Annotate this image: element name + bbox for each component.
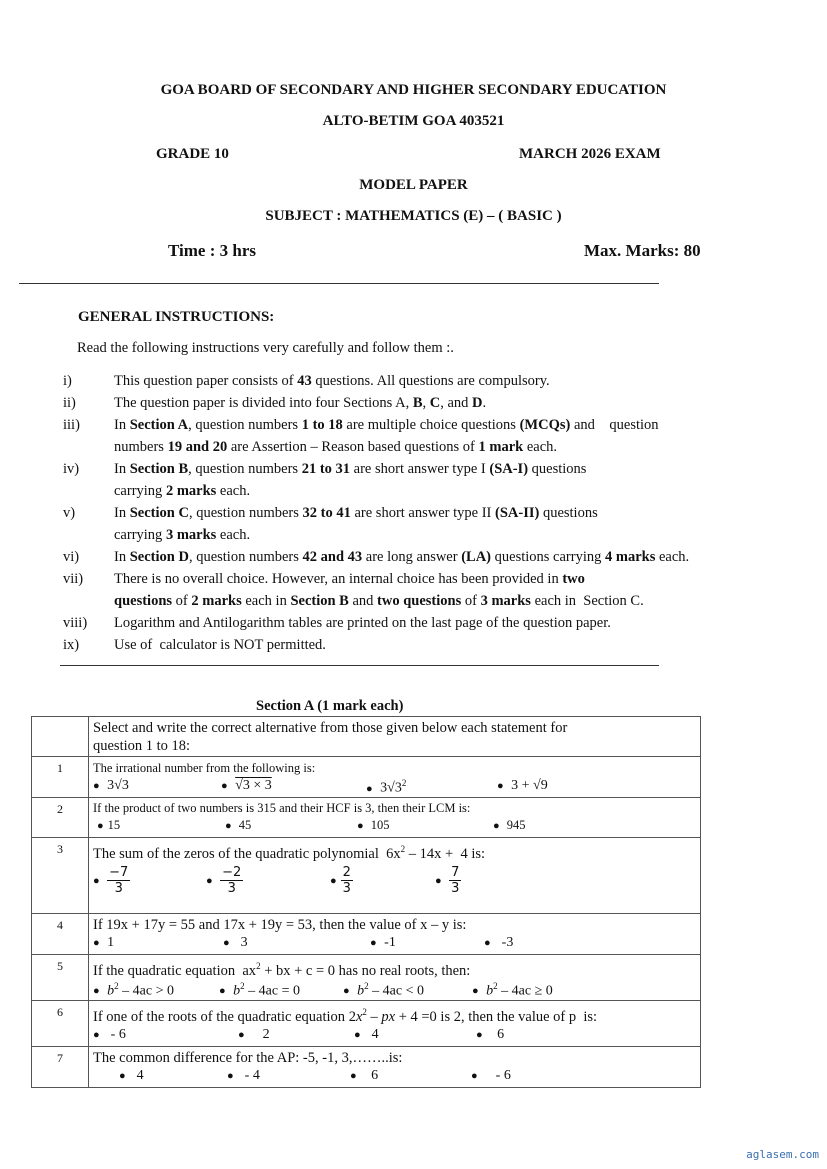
instruction-number: ii) [63, 395, 76, 411]
question-cell [89, 757, 701, 798]
table-row [32, 717, 701, 757]
instruction-number: iii) [63, 417, 80, 433]
question-cell [89, 914, 701, 955]
question-text: If the product of two numbers is 315 and their HCF is 3, then their LCM is: [93, 801, 471, 815]
instruction-number: v) [63, 505, 76, 521]
option: ● $\frac{7}{3}$ [435, 864, 460, 896]
instruction-text: The question paper is divided into four Sections A, B, C, and D. [114, 395, 487, 411]
question-number: 3 [32, 838, 89, 914]
question-text: The sum of the zeros of the quadratic polynomial $6x^2 - 14x + 4$ is: [93, 844, 486, 862]
option: ● - 6 [471, 1067, 511, 1083]
question-cell [89, 1000, 701, 1046]
grade: GRADE 10 [156, 146, 229, 162]
options [93, 1026, 696, 1046]
instruction-text: In Section C, question numbers 32 to 41 are short answer type II (SA-II) questions carrying 3 marks each. [114, 505, 598, 543]
instruction-text: This question paper consists of 43 questions. All questions are compulsory. [114, 373, 550, 389]
question-text: If one of the roots of the quadratic equation $2x^2$ – px + 4 =0 is 2, then the value of p is: [93, 1006, 598, 1025]
question-text: The common difference for the AP: -5, -1, 3,……..is: [93, 1049, 403, 1066]
subject: SUBJECT : MATHEMATICS (E) – ( BASIC ) [265, 208, 562, 224]
option-value: 1 [107, 935, 115, 950]
question-number: 6 [32, 1000, 89, 1046]
instruction-text: Logarithm and Antilogarithm tables are printed on the last page of the question paper. [114, 615, 611, 631]
instruction-number: vi) [63, 549, 80, 565]
option: ● 4 [119, 1067, 144, 1083]
option: ● - 6 [93, 1026, 126, 1042]
option: ● 45 [225, 818, 252, 832]
question-cell [89, 838, 701, 914]
option: ● 15 [97, 818, 121, 832]
instructions-heading: GENERAL INSTRUCTIONS: [78, 309, 275, 325]
table-row [32, 1000, 701, 1046]
options [93, 934, 696, 954]
option: ● $b^2 - 4ac < 0$ [343, 980, 424, 999]
options [93, 863, 696, 903]
option-value: 3 [240, 935, 248, 950]
question-cell [89, 1046, 701, 1087]
table-row [32, 838, 701, 914]
option: ● $\frac{-7}{3}$ [93, 864, 129, 896]
option: ● -1 [370, 935, 396, 950]
option-value: -3 [501, 935, 514, 950]
question-cell [89, 955, 701, 1001]
option-value: 105 [370, 818, 390, 832]
option: ● √3 × 3 [221, 778, 272, 793]
instruction-line: Select and write the correct alternative from those given below each statement for [93, 720, 568, 736]
option: ● 3 + √9 [497, 778, 548, 793]
paper-type: MODEL PAPER [359, 177, 468, 193]
option-value: - 4 [244, 1067, 260, 1083]
instruction-text: In Section A, question numbers 1 to 18 are multiple choice questions (MCQs) and question numbers 19 and 20 are Assertion – Reason based questions of 1 mark each. [114, 417, 659, 455]
option: ● $\frac{-2}{3}$ [206, 864, 242, 896]
question-text: The irrational number from the following is: [93, 761, 316, 775]
table-row [32, 955, 701, 1001]
instruction-number: ix) [63, 637, 80, 653]
question-number: 1 [32, 757, 89, 798]
option: ● 3√3 [93, 778, 129, 793]
question-text-start: If the quadratic equation [93, 962, 236, 979]
options [93, 777, 696, 797]
option-value: 15 [107, 818, 121, 832]
option-value: 945 [506, 818, 526, 832]
question-text: If 19x + 17y = 55 and 17x + 19y = 53, then the value of x – y is: [93, 917, 467, 933]
option-value: - 6 [495, 1067, 511, 1083]
question-cell [89, 798, 701, 838]
time-allowed: Time : 3 hrs [168, 241, 256, 260]
table-row [32, 1046, 701, 1087]
question-number: 5 [32, 955, 89, 1001]
option: ● 105 [357, 818, 390, 832]
table-row [32, 757, 701, 798]
question-number: 2 [32, 798, 89, 838]
option-value: 4 [136, 1067, 144, 1083]
instruction-text: There is no overall choice. However, an internal choice has been provided in two questions of 2 marks each in Section B and two questions of 3 marks each in Section C. [114, 571, 644, 609]
instructions-divider [60, 665, 659, 666]
board-name: GOA BOARD OF SECONDARY AND HIGHER SECONDARY EDUCATION [160, 82, 667, 98]
section-a-table [31, 716, 701, 1088]
option: ● -3 [484, 935, 514, 950]
header-divider [19, 283, 659, 284]
instructions-intro: Read the following instructions very carefully and follow them :. [77, 340, 454, 356]
option: ● $3√3^2$ [366, 778, 407, 796]
options [93, 1067, 696, 1087]
instruction-text: Use of calculator is NOT permitted. [114, 637, 326, 653]
option: ● 3 [223, 935, 248, 950]
site-watermark[interactable]: aglasem.com [746, 1148, 819, 1161]
option-value: 6 [371, 1067, 379, 1083]
section-a-instructions [89, 717, 701, 757]
option: ● 945 [493, 818, 526, 832]
question-text-start: If one of the roots of the quadratic equation [93, 1008, 346, 1025]
question-number-cell [32, 717, 89, 757]
question-number: 7 [32, 1046, 89, 1087]
table-row [32, 914, 701, 955]
section-a-title: Section A (1 mark each) [256, 698, 404, 714]
option: ● 1 [93, 935, 115, 950]
instruction-number: i) [63, 373, 72, 389]
option: ● 2 [238, 1026, 270, 1042]
option: ● 4 [354, 1026, 379, 1042]
options [93, 817, 696, 837]
max-marks: Max. Marks: 80 [584, 241, 701, 260]
options [93, 980, 696, 1000]
instruction-number: iv) [63, 461, 80, 477]
option: ● 6 [350, 1067, 379, 1083]
board-address: ALTO-BETIM GOA 403521 [322, 113, 505, 129]
instruction-number: vii) [63, 571, 84, 587]
option-value: -1 [384, 935, 396, 950]
instruction-text: In Section B, question numbers 21 to 31 are short answer type I (SA-I) questions carrying 2 marks each. [114, 461, 587, 499]
instruction-text: In Section D, question numbers 42 and 43 are long answer (LA) questions carrying 4 marks each. [114, 549, 690, 565]
question-text: If the quadratic equation $ax^2$ + bx + c = 0 has no real roots, then: [93, 961, 471, 979]
option: ● $\frac{2}{3}$ [330, 864, 351, 896]
exam-session: MARCH 2026 EXAM [519, 146, 661, 162]
question-text-start: The sum of the zeros of the quadratic polynomial [93, 845, 379, 862]
option: ● $b^2 - 4ac \ge 0$ [472, 980, 553, 999]
option: ● $b^2 - 4ac = 0$ [219, 980, 300, 999]
instruction-line: question 1 to 18: [93, 738, 191, 754]
instruction-number: viii) [63, 615, 88, 631]
table-row [32, 798, 701, 838]
option: ● - 4 [227, 1067, 260, 1083]
question-number: 4 [32, 914, 89, 955]
option: ● $b^2 - 4ac > 0$ [93, 980, 174, 999]
option-value: 45 [238, 818, 252, 832]
option: ● 6 [476, 1026, 505, 1042]
